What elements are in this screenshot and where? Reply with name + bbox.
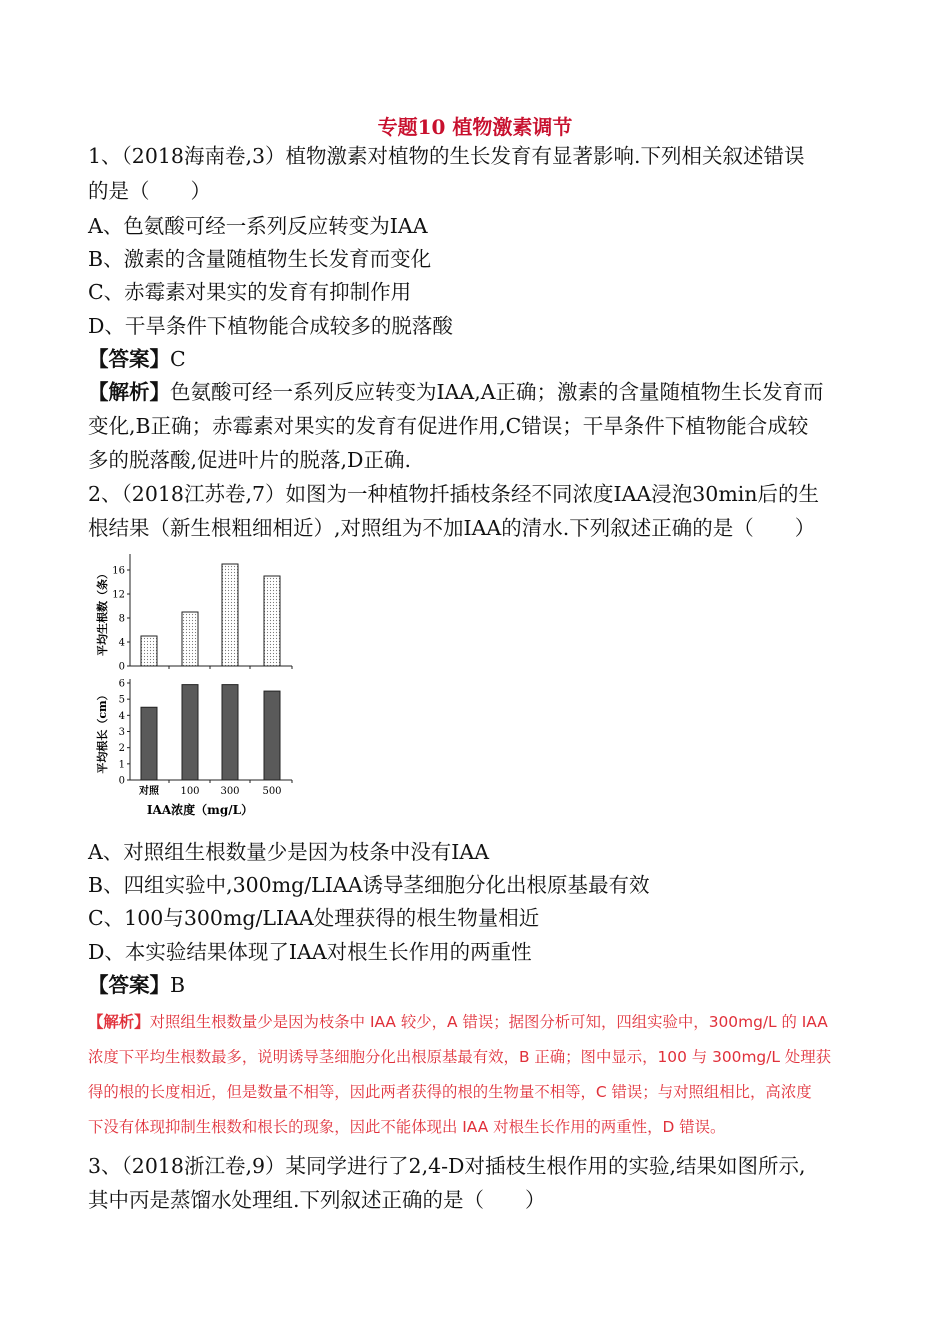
answer-value: B [170, 973, 186, 997]
q2-option-b: B、四组实验中,300mg/LIAA诱导茎细胞分化出根原基最有效 [88, 873, 650, 897]
y-tick-label: 16 [112, 565, 125, 577]
bar-100 [182, 612, 198, 666]
q2-option-c: C、100与300mg/LIAA处理获得的根生物量相近 [88, 906, 540, 930]
category-label: 300 [220, 786, 240, 797]
q2-answer [88, 971, 185, 999]
q2-analysis-line2: 浓度下平均生根数最多，说明诱导茎细胞分化出根原基最有效，B 正确；图中显示，100 与 300mg/L 处理获 [88, 1048, 832, 1066]
q1-option-d: D、干旱条件下植物能合成较多的脱落酸 [88, 314, 453, 338]
y-tick-label: 6 [118, 678, 125, 690]
q1-stem-line2: 的是（ ） [88, 179, 211, 203]
bar-500 [264, 691, 280, 780]
q1-analysis-line2: 变化,B正确；赤霉素对果实的发育有促进作用,C错误；干旱条件下植物能合成较 [88, 414, 809, 438]
bar-对照 [141, 707, 157, 780]
q2-option-a: A、对照组生根数量少是因为枝条中没有IAA [88, 840, 490, 864]
q2-stem-line2: 根结果（新生根粗细相近）,对照组为不加IAA的清水.下列叙述正确的是（ ） [88, 516, 816, 540]
answer-label: 【答案】 [88, 973, 170, 997]
y-tick-label: 8 [118, 613, 125, 625]
q2-analysis-line4: 下没有体现抑制生根数和根长的现象，因此不能体现出 IAA 对根生长作用的两重性，D 错误。 [88, 1118, 726, 1136]
bar-300 [222, 685, 238, 780]
category-label: 对照 [139, 786, 159, 797]
page-title: 专题10 植物激素调节 [377, 115, 573, 139]
category-label: 500 [262, 786, 282, 797]
y-tick-label: 4 [118, 710, 125, 722]
bar-对照 [141, 636, 157, 666]
category-label: 100 [180, 786, 200, 797]
y-tick-label: 0 [118, 775, 125, 787]
chart-root-count [95, 554, 292, 673]
y-tick-label: 2 [118, 743, 125, 755]
q1-option-c: C、赤霉素对果实的发育有抑制作用 [88, 280, 412, 304]
q1-option-b: B、激素的含量随植物生长发育而变化 [88, 247, 432, 271]
chart-root-length [95, 679, 292, 798]
q1-stem-line1: 1、（2018海南卷,3）植物激素对植物的生长发育有显著影响.下列相关叙述错误 [88, 144, 805, 168]
q1-answer [88, 345, 186, 373]
answer-label: 【答案】 [88, 347, 170, 371]
q1-analysis-line3: 多的脱落酸,促进叶片的脱落,D正确. [88, 448, 411, 472]
q1-option-a: A、色氨酸可经一系列反应转变为IAA [88, 214, 428, 238]
bar-100 [182, 685, 198, 780]
q2-analysis-line1 [88, 1011, 828, 1033]
bar-500 [264, 576, 280, 666]
y-axis-label: 平均生根数（条） [96, 568, 109, 656]
analysis-text: 色氨酸可经一系列反应转变为IAA,A正确；激素的含量随植物生长发育而 [170, 380, 824, 404]
q2-stem-line1: 2、（2018江苏卷,7）如图为一种植物扦插枝条经不同浓度IAA浸泡30min后的生 [88, 482, 820, 506]
y-tick-label: 12 [112, 589, 125, 601]
y-tick-label: 4 [118, 637, 125, 649]
y-tick-label: 1 [118, 759, 125, 771]
q2-figure [92, 550, 312, 825]
chart-xlabel: IAA浓度（mg/L） [146, 803, 254, 817]
analysis-label: 【解析】 [88, 380, 170, 404]
y-tick-label: 5 [118, 694, 125, 706]
q2-analysis-line3: 得的根的长度相近，但是数量不相等，因此两者获得的根的生物量不相等，C 错误；与对照组相比，高浓度 [88, 1083, 812, 1101]
analysis-text: 对照组生根数量少是因为枝条中 IAA 较少，A 错误；据图分析可知，四组实验中，300mg/L 的 IAA [149, 1013, 828, 1031]
y-tick-label: 0 [118, 661, 125, 673]
bar-300 [222, 564, 238, 666]
y-axis-label: 平均根长（cm） [96, 689, 109, 774]
q1-analysis-line1 [88, 378, 824, 406]
q2-option-d: D、本实验结果体现了IAA对根生长作用的两重性 [88, 940, 532, 964]
q3-stem-line1: 3、（2018浙江卷,9）某同学进行了2,4-D对插枝生根作用的实验,结果如图所示, [88, 1154, 806, 1178]
analysis-label: 【解析】 [88, 1013, 150, 1031]
y-tick-label: 3 [118, 727, 125, 738]
answer-value: C [170, 347, 186, 371]
q3-stem-line2: 其中丙是蒸馏水处理组.下列叙述正确的是（ ） [88, 1188, 546, 1212]
